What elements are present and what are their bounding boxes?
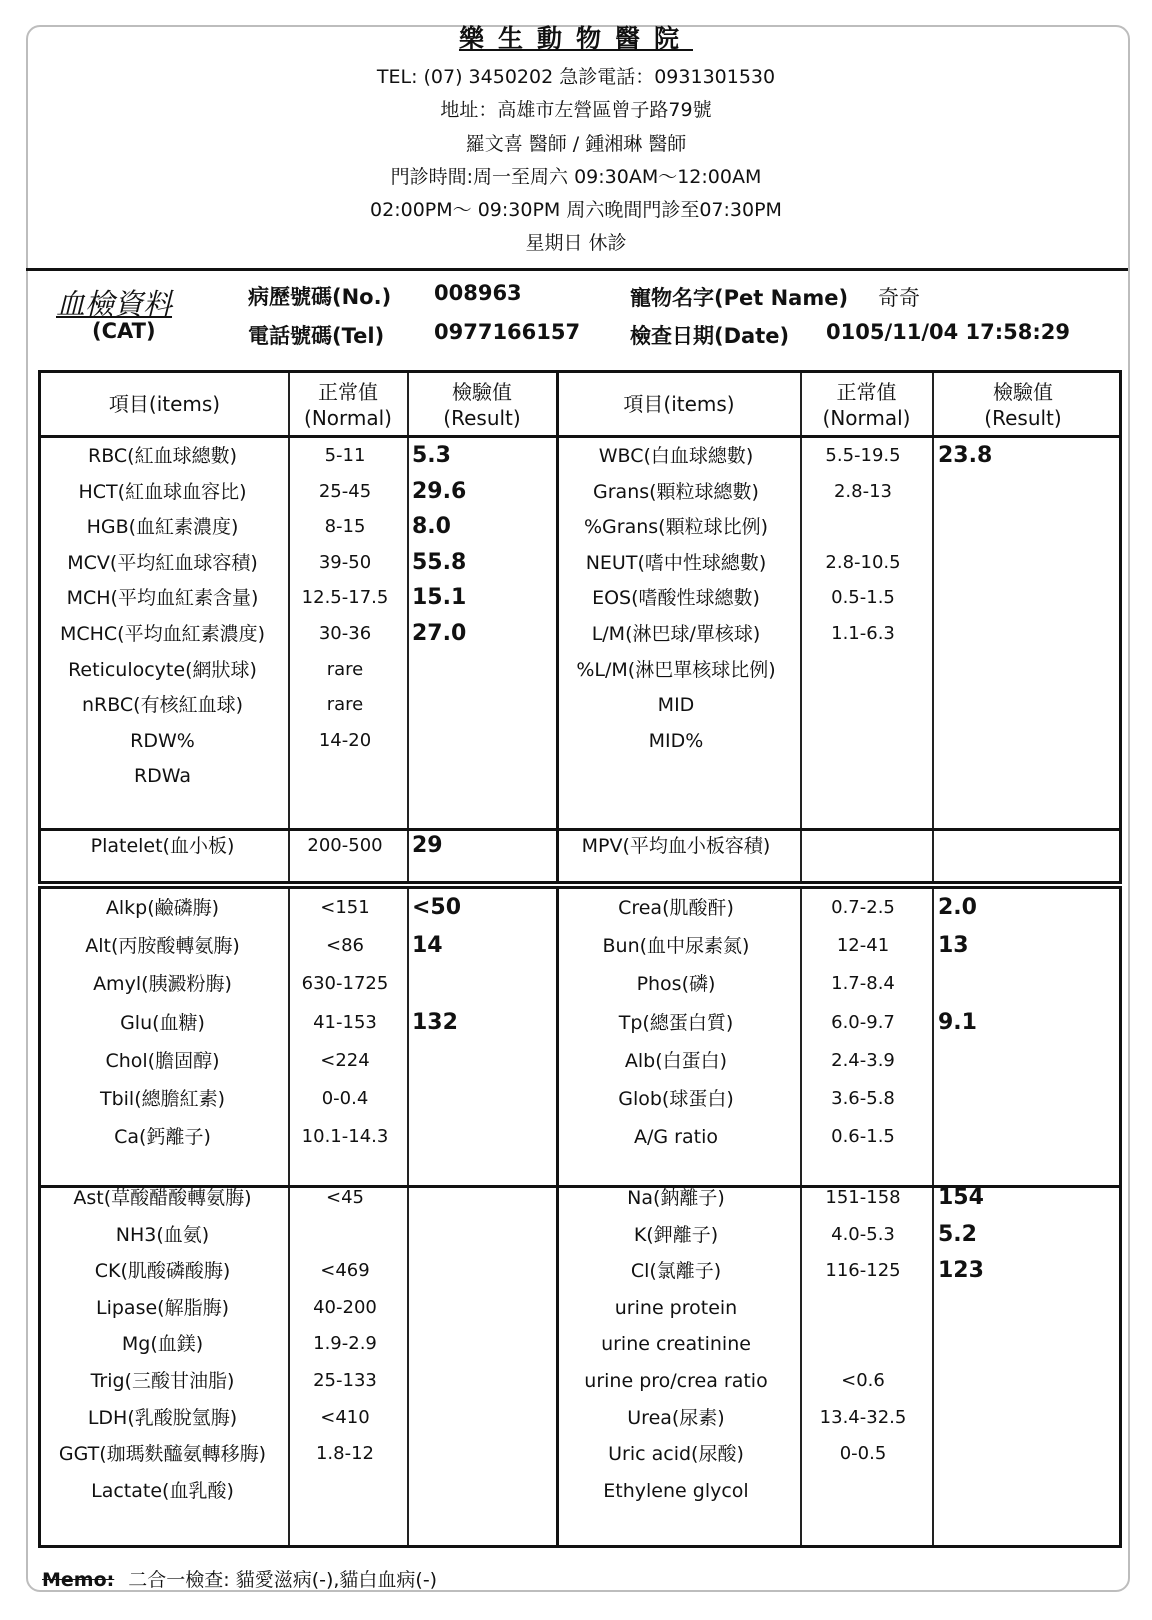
test-item-name: Alb(白蛋白) bbox=[624, 1049, 728, 1072]
normal-range: 3.6-5.8 bbox=[831, 1088, 895, 1109]
test-item-name: %L/M(淋巴單核球比例) bbox=[576, 658, 776, 681]
normal-range: 2.4-3.9 bbox=[831, 1049, 895, 1071]
test-item-name: HGB(血紅素濃度) bbox=[86, 516, 239, 539]
test-result: 5.3 bbox=[412, 443, 451, 468]
test-result: 27.0 bbox=[412, 621, 467, 646]
test-item-name: MCV(平均紅血球容積) bbox=[67, 551, 258, 574]
test-item-name: Ethylene glycol bbox=[603, 1479, 749, 1502]
normal-range: 0-0.5 bbox=[839, 1443, 887, 1465]
normal-range: 6.0-9.7 bbox=[831, 1011, 895, 1033]
test-item-name: Trig(三酸甘油脂) bbox=[90, 1370, 235, 1392]
test-result: 23.8 bbox=[938, 443, 993, 468]
test-item-name: Crea(肌酸酐) bbox=[618, 897, 734, 919]
test-result: 132 bbox=[412, 1009, 458, 1035]
test-item-name: WBC(白血球總數) bbox=[598, 445, 754, 467]
normal-range: 1.1-6.3 bbox=[831, 623, 895, 644]
test-item-name: L/M(淋巴球/單核球) bbox=[591, 623, 761, 645]
normal-range: 2.8-10.5 bbox=[825, 551, 901, 573]
test-item-name: HCT(紅血球血容比) bbox=[78, 480, 247, 503]
test-item-name: MPV(平均血小板容積) bbox=[581, 835, 771, 857]
test-item-name: Urea(尿素) bbox=[627, 1406, 725, 1429]
normal-range: 4.0-5.3 bbox=[831, 1223, 895, 1245]
test-item-name: Uric acid(尿酸) bbox=[608, 1443, 744, 1466]
normal-range: 30-36 bbox=[318, 623, 372, 644]
test-item-name: MID bbox=[657, 694, 695, 717]
test-result: <50 bbox=[412, 895, 462, 920]
normal-range: 25-133 bbox=[313, 1370, 377, 1391]
normal-range: 0.5-1.5 bbox=[831, 587, 895, 609]
normal-range: 200-500 bbox=[307, 835, 383, 856]
test-item-name: Phos(磷) bbox=[636, 973, 716, 996]
test-item-name: Tp(總蛋白質) bbox=[618, 1011, 734, 1034]
clinic-address: 地址：高雄市左營區曾子路79號 bbox=[440, 99, 712, 121]
test-item-name: Glu(血糖) bbox=[120, 1011, 205, 1034]
record-no-value: 008963 bbox=[434, 281, 522, 305]
clinic-hours-2: 02:00PM～ 09:30PM 周六晚間門診至07:30PM bbox=[370, 199, 782, 221]
test-item-name: RDWa bbox=[133, 765, 192, 788]
normal-range: 40-200 bbox=[313, 1296, 377, 1318]
normal-range: rare bbox=[326, 658, 364, 680]
normal-range: 151-158 bbox=[825, 1187, 901, 1208]
test-item-name: Grans(顆粒球總數) bbox=[593, 480, 759, 503]
test-item-name: Reticulocyte(網狀球) bbox=[68, 658, 257, 681]
normal-range: 39-50 bbox=[318, 551, 372, 573]
tel-value: 0977166157 bbox=[434, 320, 581, 344]
test-item-name: Ca(鈣離子) bbox=[114, 1126, 211, 1149]
normal-range: <45 bbox=[326, 1187, 364, 1208]
normal-range: 0.7-2.5 bbox=[831, 897, 895, 918]
test-item-name: Bun(血中尿素氮) bbox=[602, 935, 750, 958]
normal-range: 10.1-14.3 bbox=[301, 1126, 389, 1148]
test-result: 2.0 bbox=[938, 895, 977, 920]
normal-range: <86 bbox=[326, 935, 364, 957]
species: (CAT) bbox=[92, 319, 156, 343]
normal-range: 25-45 bbox=[318, 480, 372, 502]
test-item-name: Chol(膽固醇) bbox=[105, 1049, 220, 1072]
normal-range: 116-125 bbox=[825, 1260, 901, 1282]
test-item-name: MCHC(平均血紅素濃度) bbox=[59, 623, 266, 645]
test-result: 14 bbox=[412, 933, 443, 959]
test-item-name: MID% bbox=[648, 729, 704, 752]
test-result: 154 bbox=[938, 1185, 984, 1210]
normal-range: 1.7-8.4 bbox=[831, 973, 895, 995]
normal-range: <410 bbox=[320, 1406, 370, 1428]
normal-range: 5-11 bbox=[324, 445, 366, 466]
normal-range: 14-20 bbox=[318, 729, 372, 751]
test-item-name: urine creatinine bbox=[601, 1333, 751, 1356]
test-result: 13 bbox=[938, 933, 969, 959]
col-header-result-left: 檢驗值 (Result) bbox=[443, 380, 521, 430]
normal-range: <469 bbox=[320, 1260, 370, 1282]
clinic-doctors: 羅文喜 醫師 / 鍾湘琳 醫師 bbox=[465, 133, 687, 155]
test-result: 55.8 bbox=[412, 549, 467, 575]
normal-range: 12-41 bbox=[836, 935, 890, 957]
header-divider bbox=[26, 268, 1128, 271]
clinic-name: 樂生動物醫院 bbox=[458, 24, 693, 53]
normal-range: 630-1725 bbox=[301, 973, 389, 995]
test-result: 29.6 bbox=[412, 478, 467, 504]
date-value: 0105/11/04 17:58:29 bbox=[826, 320, 1071, 344]
test-result: 9.1 bbox=[938, 1009, 977, 1035]
col-header-item-left: 項目(items) bbox=[108, 392, 221, 416]
normal-range: 0-0.4 bbox=[321, 1088, 369, 1109]
test-item-name: GGT(珈瑪麩醯氨轉移脢) bbox=[58, 1443, 267, 1466]
test-item-name: NH3(血氨) bbox=[115, 1223, 210, 1246]
normal-range: 1.9-2.9 bbox=[313, 1333, 377, 1355]
col-header-item-right: 項目(items) bbox=[623, 392, 735, 416]
test-item-name: urine protein bbox=[614, 1296, 738, 1319]
test-item-name: Na(鈉離子) bbox=[627, 1187, 725, 1209]
test-item-name: Alkp(鹼磷脢) bbox=[105, 897, 220, 919]
test-item-name: MCH(平均血紅素含量) bbox=[66, 587, 259, 610]
test-item-name: Platelet(血小板) bbox=[90, 835, 235, 857]
test-result: 8.0 bbox=[412, 514, 451, 540]
test-item-name: Lipase(解脂脢) bbox=[96, 1296, 229, 1319]
record-no-label: 病歷號碼(No.) bbox=[248, 285, 392, 309]
test-result: 123 bbox=[938, 1258, 984, 1284]
test-result: 15.1 bbox=[412, 585, 467, 611]
col-header-result-right: 檢驗值 (Result) bbox=[984, 380, 1062, 430]
normal-range: rare bbox=[326, 694, 364, 716]
test-item-name: Ast(草酸醋酸轉氨脢) bbox=[73, 1187, 252, 1209]
test-item-name: nRBC(有核紅血球) bbox=[81, 694, 244, 717]
normal-range: 1.8-12 bbox=[315, 1443, 375, 1465]
normal-range: 0.6-1.5 bbox=[831, 1126, 895, 1148]
normal-range: 8-15 bbox=[324, 516, 366, 538]
normal-range: <151 bbox=[320, 897, 370, 918]
test-item-name: K(鉀離子) bbox=[633, 1223, 719, 1246]
memo: Memo: 二合一檢查: 貓愛滋病(-),貓白血病(-) bbox=[42, 1569, 438, 1591]
test-item-name: Alt(丙胺酸轉氨脢) bbox=[85, 935, 240, 958]
clinic-hours-1: 門診時間:周一至周六 09:30AM～12:00AM bbox=[390, 166, 762, 188]
date-label: 檢查日期(Date) bbox=[630, 324, 790, 348]
test-item-name: Glob(球蛋白) bbox=[618, 1088, 734, 1110]
normal-range: 2.8-13 bbox=[833, 480, 893, 502]
pet-name-value: 奇奇 bbox=[878, 286, 920, 310]
test-item-name: Cl(氯離子) bbox=[630, 1260, 722, 1283]
normal-range: 41-153 bbox=[313, 1011, 377, 1033]
test-item-name: CK(肌酸磷酸脢) bbox=[94, 1260, 231, 1283]
normal-range: 12.5-17.5 bbox=[301, 587, 389, 609]
col-header-normal-right: 正常值 (Normal) bbox=[822, 380, 911, 430]
test-item-name: RBC(紅血球總數) bbox=[88, 445, 237, 467]
test-item-name: LDH(乳酸脫氫脢) bbox=[87, 1406, 238, 1429]
test-item-name: urine pro/crea ratio bbox=[584, 1370, 768, 1392]
test-item-name: RDW% bbox=[130, 729, 195, 752]
normal-range: 5.5-19.5 bbox=[825, 445, 901, 466]
test-item-name: EOS(嗜酸性球總數) bbox=[592, 587, 760, 610]
normal-range: <224 bbox=[320, 1049, 370, 1071]
clinic-phone: TEL: (07) 3450202 急診電話：0931301530 bbox=[376, 66, 776, 88]
test-item-name: %Grans(顆粒球比例) bbox=[584, 516, 768, 539]
col-header-normal-left: 正常值 (Normal) bbox=[304, 380, 392, 430]
tel-label: 電話號碼(Tel) bbox=[248, 324, 385, 348]
test-item-name: Mg(血鎂) bbox=[121, 1333, 204, 1356]
clinic-closed: 星期日 休診 bbox=[525, 232, 627, 254]
test-item-name: Amyl(胰澱粉脢) bbox=[93, 973, 232, 996]
normal-range: 13.4-32.5 bbox=[819, 1406, 907, 1428]
test-item-name: A/G ratio bbox=[634, 1126, 718, 1149]
report-title: 血檢資料 bbox=[56, 287, 173, 321]
test-result: 29 bbox=[412, 833, 443, 858]
test-item-name: Tbil(總膽紅素) bbox=[99, 1088, 226, 1110]
pet-name-label: 寵物名字(Pet Name) bbox=[630, 286, 849, 310]
test-result: 5.2 bbox=[938, 1221, 977, 1247]
normal-range: <0.6 bbox=[841, 1370, 885, 1391]
test-item-name: NEUT(嗜中性球總數) bbox=[585, 551, 767, 574]
test-item-name: Lactate(血乳酸) bbox=[91, 1479, 234, 1502]
